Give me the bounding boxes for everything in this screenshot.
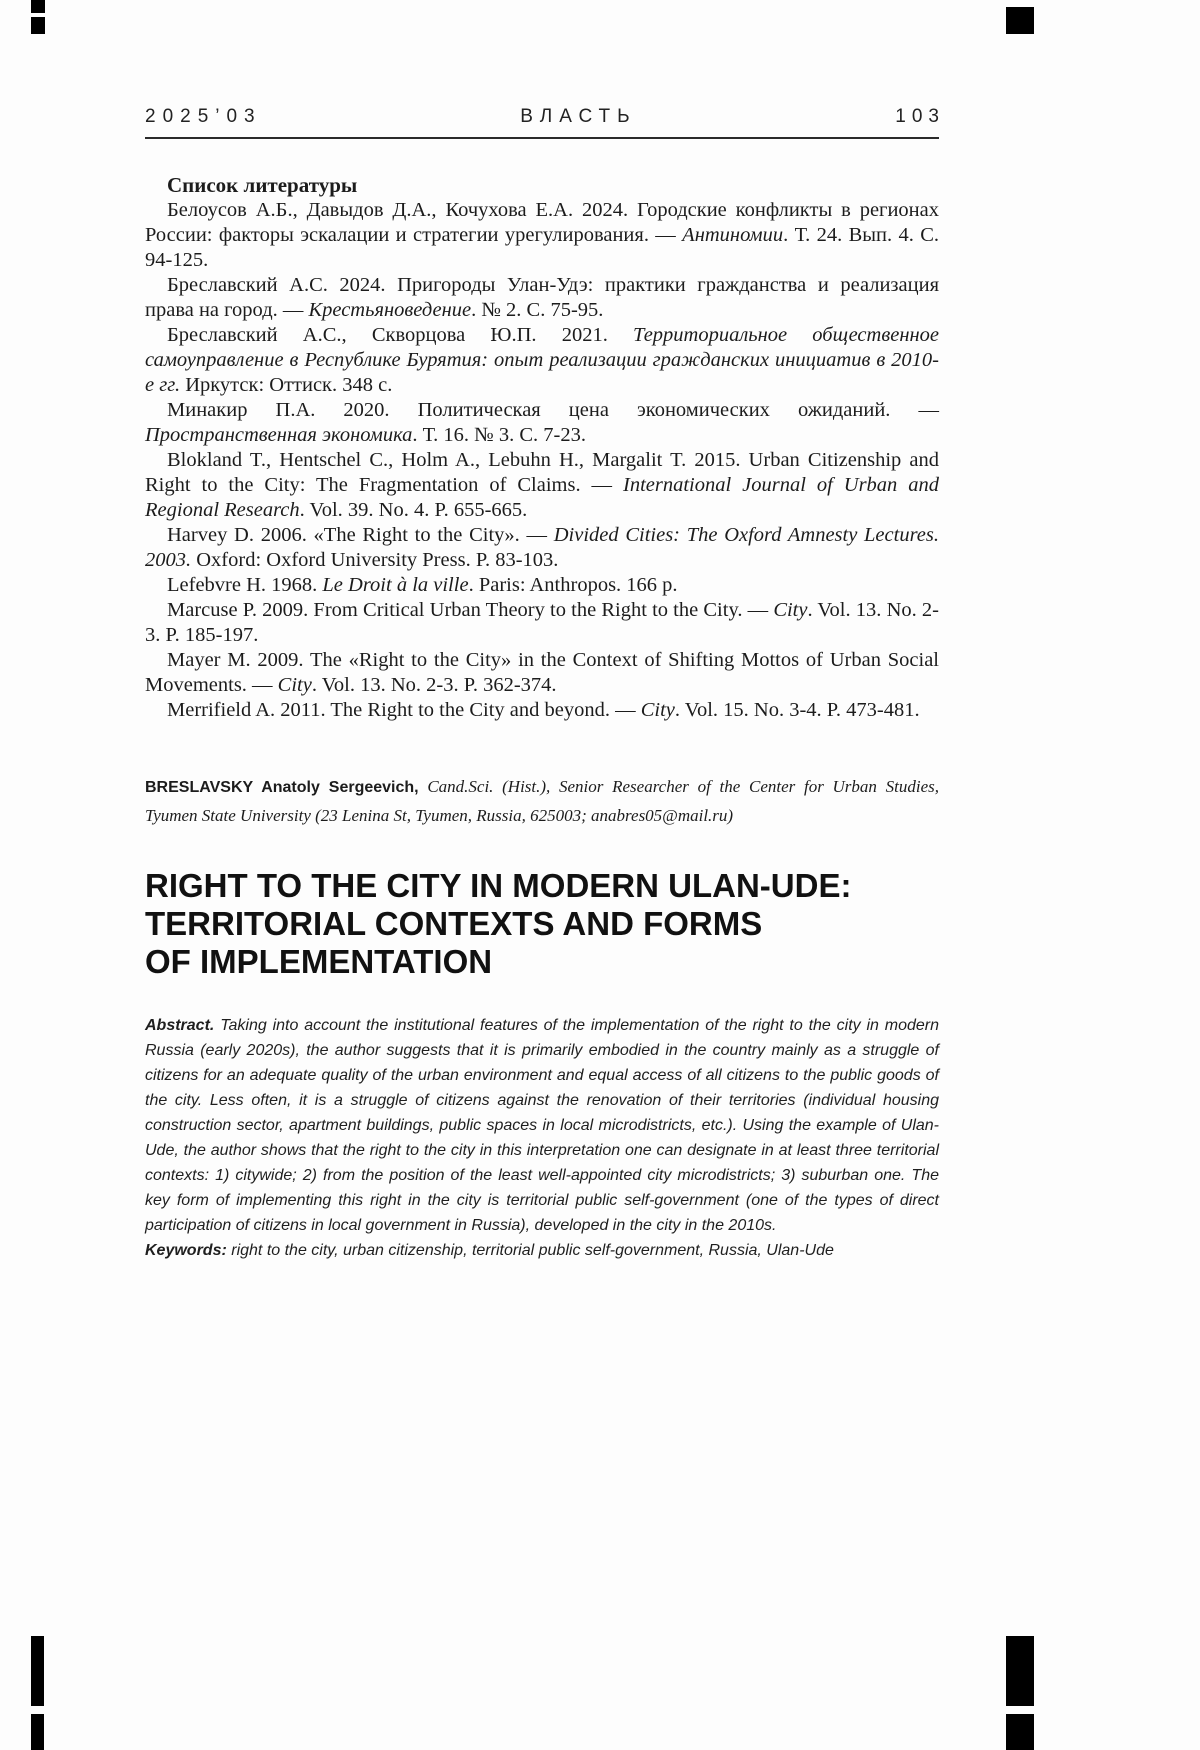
print-mark-bottom-right-upper <box>1006 1636 1034 1706</box>
author-line <box>145 773 939 829</box>
reference-item: Lefebvre H. 1968. Le Droit à la ville. Paris: Anthropos. 166 p. <box>167 574 678 596</box>
article-title-line: TERRITORIAL CONTEXTS AND FORMS <box>145 905 763 942</box>
author-details: Cand.Sci. (Hist.), Senior Researcher of the Center for Urban Studies, Tyumen State University (23 Lenina St, Tyumen, Russia, 625003; anabres05@mail.ru) <box>145 777 939 825</box>
reference-item: Бреславский А.С. 2024. Пригороды Улан-Удэ: практики гражданства и реализация права на город. — Крестьяноведение. № 2. С. 75-95. <box>145 274 939 321</box>
issue-number: 2025’03 <box>145 106 262 127</box>
article-title <box>145 867 939 981</box>
references-list <box>145 198 939 723</box>
author-info <box>145 773 939 829</box>
keywords-text: right to the city, urban citizenship, territorial public self-government, Russia, Ulan-Ude <box>226 1242 834 1259</box>
article-title-line: OF IMPLEMENTATION <box>145 943 493 980</box>
page-number: 103 <box>895 106 945 127</box>
keywords-line <box>145 1238 939 1263</box>
reference-item: Минакир П.А. 2020. Политическая цена экономических ожиданий. — Пространственная экономика. Т. 16. № 3. С. 7-23. <box>145 399 939 446</box>
reference-item: Бреславский А.С., Скворцова Ю.П. 2021. Территориальное общественное самоуправление в Республике Бурятия: опыт реализации гражданских инициатив в 2010-е гг. Иркутск: Оттиск. 348 с. <box>145 324 940 396</box>
author-name: BRESLAVSKY Anatoly Sergeevich, <box>145 779 419 796</box>
print-mark-top-left-upper <box>31 0 45 13</box>
reference-item: Blokland T., Hentschel C., Holm A., Lebuhn H., Margalit T. 2015. Urban Citizenship and Right to the City: The Fragmentation of Claims. — International Journal of Urban and Regional Research. Vol. 39. No. 4. P. 655-665. <box>145 449 939 521</box>
reference-item: Белоусов А.Б., Давыдов Д.А., Кочухова Е.А. 2024. Городские конфликты в регионах России: факторы эскалации и стратегии урегулирования. — Антиномии. Т. 24. Вып. 4. С. 94-125. <box>145 199 939 271</box>
abstract-paragraph <box>145 1013 939 1238</box>
reference-item: Harvey D. 2006. «The Right to the City». — Divided Cities: The Oxford Amnesty Lectures. 2003. Oxford: Oxford University Press. P. 83-103. <box>145 524 939 571</box>
abstract-label: Abstract. <box>145 1017 215 1034</box>
keywords-label: Keywords: <box>145 1242 227 1259</box>
print-mark-top-right <box>1006 7 1034 34</box>
abstract-text: Taking into account the institutional features of the implementation of the right to the city in modern Russia (early 2020s), the author suggests that it is primarily embodied in the country mainly as a struggle of citizens for an adequate quality of the urban environment and equal access of all citizens to the public goods of the city. Less often, it is a struggle of citizens against the renovation of their territories (individual housing construction sector, apartment buildings, public spaces in local microdistricts, etc.). Using the example of Ulan-Ude, the author shows that the right to the city in this interpretation one can designate in at least three territorial contexts: 1) citywide; 2) from the position of the least well-appointed city microdistricts; 3) suburban one. The key form of implementing this right in the city is territorial public self-government (one of the types of direct participation of citizens in local government in Russia), developed in the city in the 2010s. <box>145 1017 939 1234</box>
reference-item: Marcuse P. 2009. From Critical Urban Theory to the Right to the City. — City. Vol. 13. No. 2-3. P. 185-197. <box>145 599 939 646</box>
abstract-section <box>145 1013 939 1263</box>
print-mark-bottom-left-lower <box>31 1714 44 1750</box>
reference-item: Merrifield A. 2011. The Right to the City and beyond. — City. Vol. 15. No. 3-4. P. 473-481. <box>167 699 920 721</box>
page-content <box>145 0 945 1263</box>
article-title-line: RIGHT TO THE CITY IN MODERN ULAN-UDE: <box>145 867 852 904</box>
references-section <box>145 173 939 723</box>
print-mark-top-left-lower <box>31 17 45 34</box>
references-heading: Список литературы <box>167 173 358 197</box>
reference-item: Mayer M. 2009. The «Right to the City» in the Context of Shifting Mottos of Urban Social Movements. — City. Vol. 13. No. 2-3. P. 362-374. <box>145 649 939 696</box>
print-mark-bottom-right-lower <box>1006 1714 1034 1750</box>
running-head <box>145 106 945 139</box>
journal-title: ВЛАСТЬ <box>520 106 637 127</box>
print-mark-bottom-left-upper <box>31 1636 44 1706</box>
